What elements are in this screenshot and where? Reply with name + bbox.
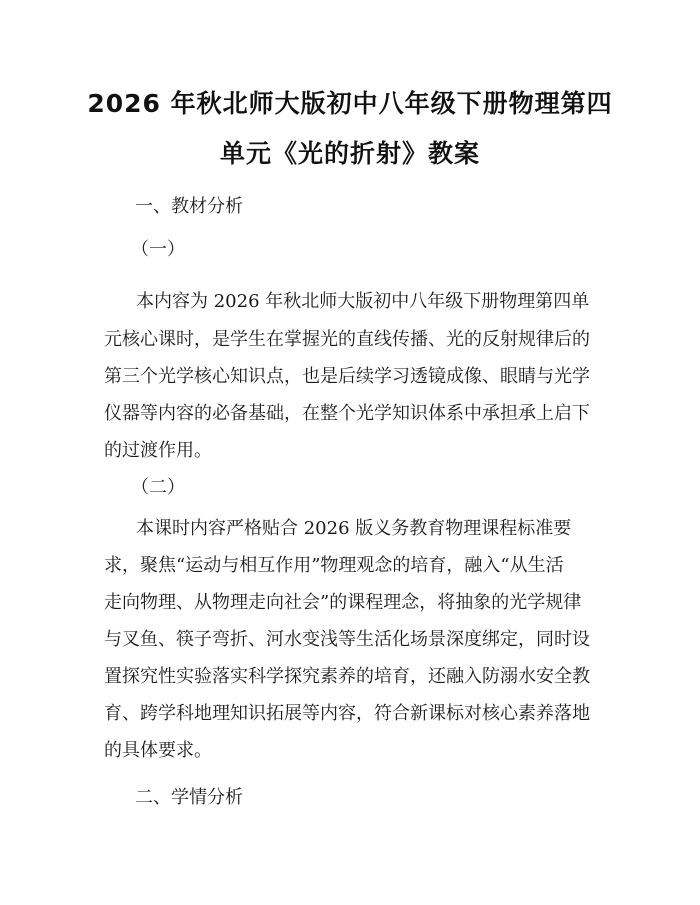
paragraph-line: 走向物理、从物理走向社会”的课程理念，将抽象的光学规律 — [104, 592, 582, 613]
paragraph-line: 置探究性实验落实科学探究素养的培育，还融入防溺水安全教 — [104, 666, 590, 687]
paragraph-line: 仪器等内容的必备基础，在整个光学知识体系中承担承上启下 — [104, 403, 590, 424]
paragraph-line: 本内容为 2026 年秋北师大版初中八年级下册物理第四单 — [136, 291, 590, 312]
paragraph-line: 育、跨学科地理知识拓展等内容，符合新课标对核心素养落地 — [104, 703, 590, 724]
section-heading-student-analysis: 二、学情分析 — [135, 787, 243, 808]
document-title-line-1: 2026 年秋北师大版初中八年级下册物理第四 — [87, 89, 613, 118]
paragraph-line: 的具体要求。 — [104, 740, 212, 761]
document-title-line-2: 单元《光的折射》教案 — [219, 139, 480, 168]
paragraph-line: 第三个光学核心知识点，也是后续学习透镜成像、眼睛与光学 — [104, 366, 590, 387]
paragraph-line: 元核心课时，是学生在掌握光的直线传播、光的反射规律后的 — [104, 329, 590, 350]
section-heading-textbook-analysis: 一、教材分析 — [135, 196, 243, 217]
subsection-marker-2: （二） — [131, 477, 185, 498]
paragraph-line: 求，聚焦“运动与相互作用”物理观念的培育，融入“从生活 — [104, 555, 564, 576]
paragraph-line: 与叉鱼、筷子弯折、河水变浅等生活化场景深度绑定，同时设 — [104, 629, 590, 650]
paragraph-line: 本课时内容严格贴合 2026 版义务教育物理课程标准要 — [136, 518, 572, 539]
subsection-marker-1: （一） — [131, 239, 185, 260]
paragraph-line: 的过渡作用。 — [104, 440, 212, 461]
